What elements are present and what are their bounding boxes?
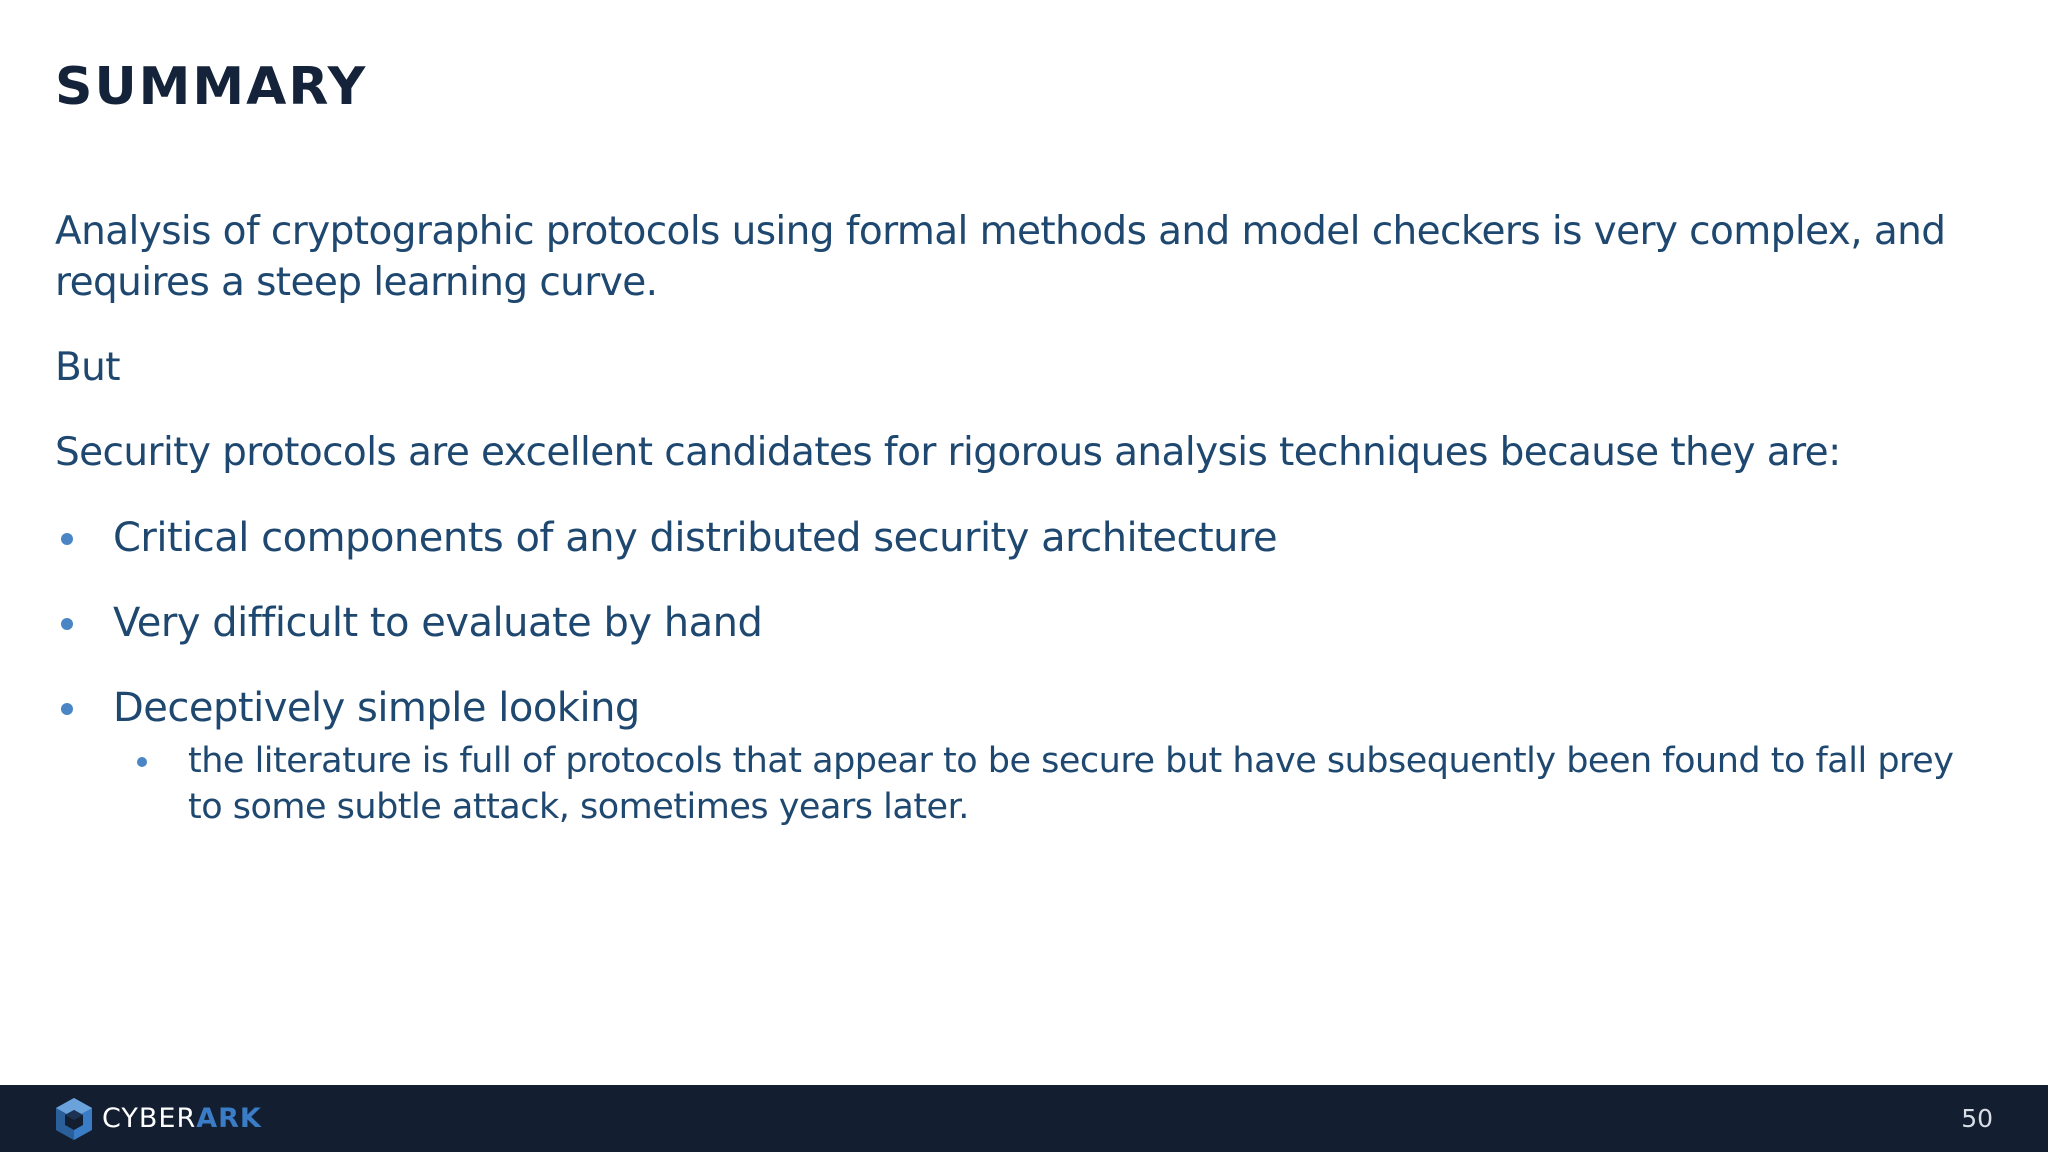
sub-bullet-list bbox=[55, 738, 1995, 830]
logo-wordmark-accent: ARK bbox=[196, 1103, 262, 1134]
bullet-text: Critical components of any distributed security architecture bbox=[113, 515, 1278, 561]
logo-wordmark bbox=[102, 1097, 262, 1141]
slide-title: SUMMARY bbox=[55, 57, 368, 117]
bullet-dot-icon bbox=[61, 703, 73, 715]
bullet-dot-icon bbox=[61, 533, 73, 545]
page-number: 50 bbox=[1961, 1104, 1993, 1133]
sub-bullet-item bbox=[55, 738, 1982, 830]
cyberark-logo bbox=[54, 1097, 262, 1141]
footer-bar bbox=[0, 1085, 2048, 1152]
lead-in-paragraph: Security protocols are excellent candidates for rigorous analysis techniques because they are: bbox=[55, 430, 1841, 475]
bullet-item bbox=[55, 512, 1995, 564]
transition-paragraph: But bbox=[55, 345, 120, 390]
bullet-item bbox=[55, 597, 1995, 649]
bullet-text: Very difficult to evaluate by hand bbox=[113, 600, 763, 646]
cyberark-cube-icon bbox=[54, 1097, 94, 1141]
sub-bullet-text: the literature is full of protocols that appear to be secure but have subsequently been found to fall prey to some subtle attack, sometimes years later. bbox=[188, 741, 1954, 827]
logo-wordmark-main: CYBER bbox=[102, 1103, 197, 1134]
bullet-text: Deceptively simple looking bbox=[113, 685, 640, 731]
intro-paragraph: Analysis of cryptographic protocols using formal methods and model checkers is very complex, and requires a steep learning curve. bbox=[55, 209, 1946, 305]
bullet-dot-icon bbox=[61, 618, 73, 630]
sub-bullet-dot-icon bbox=[137, 757, 147, 767]
bullet-list bbox=[55, 512, 1995, 734]
bullet-item bbox=[55, 682, 1995, 734]
slide-content bbox=[55, 206, 1995, 830]
